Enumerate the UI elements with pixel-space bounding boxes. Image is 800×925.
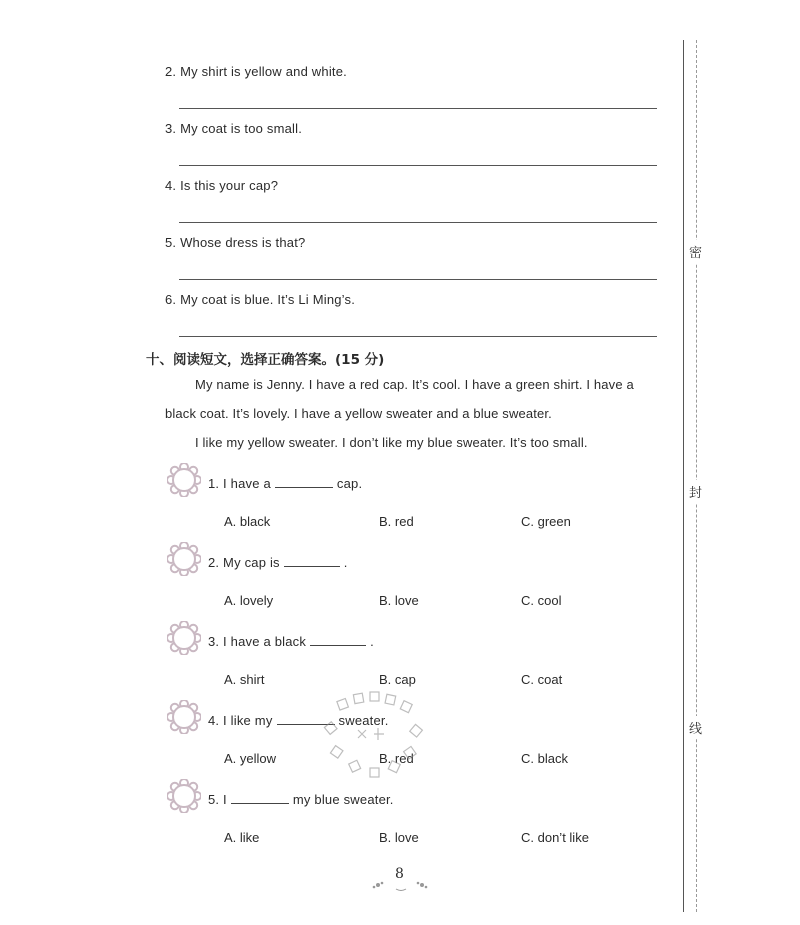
binding-line [683, 40, 684, 912]
answer-line[interactable] [179, 165, 657, 166]
question-number: 4. [165, 178, 177, 193]
binding-char-xian: 线 [689, 716, 702, 739]
watermark-stamp [318, 690, 430, 782]
page-number: 8 [395, 866, 404, 882]
mc-question-5 [208, 791, 394, 807]
answer-line[interactable] [179, 279, 657, 280]
reading-paragraph-line: My name is Jenny. I have a red cap. It’s cool. I have a green shirt. I have a [195, 377, 634, 392]
flower-icon [167, 542, 201, 576]
question-6 [165, 292, 355, 307]
option-c[interactable]: C. black [521, 751, 568, 766]
question-text: My coat is blue. It’s Li Ming’s. [180, 292, 356, 307]
mc-question-text: sweater. [338, 713, 389, 728]
mc-question-4 [208, 712, 389, 728]
answer-line[interactable] [179, 222, 657, 223]
answer-line[interactable] [179, 336, 657, 337]
mc-question-text: cap. [336, 476, 363, 491]
mc-question-text: 1. I have a [208, 476, 271, 491]
mc-question-text: 5. I [208, 792, 227, 807]
option-b[interactable]: B. red [379, 514, 414, 529]
mc-question-2 [208, 554, 348, 570]
question-number: 3. [165, 121, 177, 136]
option-a[interactable]: A. shirt [224, 672, 265, 687]
flower-icon [167, 621, 201, 655]
option-b[interactable]: B. love [379, 830, 419, 845]
option-c[interactable]: C. cool [521, 593, 562, 608]
answer-blank[interactable] [277, 712, 335, 725]
question-number: 5. [165, 235, 177, 250]
question-2 [165, 64, 347, 79]
reading-paragraph-line: I like my yellow sweater. I don’t like my blue sweater. It’s too small. [195, 435, 588, 450]
mc-question-text: my blue sweater. [292, 792, 394, 807]
option-a[interactable]: A. yellow [224, 751, 277, 766]
question-3 [165, 121, 302, 136]
option-a[interactable]: A. lovely [224, 593, 274, 608]
flower-icon [167, 700, 201, 734]
section-title: 十、阅读短文，选择正确答案。(15 分) [146, 352, 385, 368]
mc-question-3 [208, 633, 374, 649]
question-4 [165, 178, 278, 193]
binding-char-feng: 封 [689, 480, 702, 503]
question-text: My shirt is yellow and white. [180, 64, 347, 79]
question-text: Is this your cap? [180, 178, 279, 193]
option-c[interactable]: C. green [521, 514, 571, 529]
mc-question-text: 4. I like my [208, 713, 273, 728]
answer-line[interactable] [179, 108, 657, 109]
mc-question-text: 2. My cap is [208, 555, 280, 570]
reading-paragraph-line: black coat. It’s lovely. I have a yellow sweater and a blue sweater. [165, 406, 552, 421]
option-a[interactable]: A. black [224, 514, 271, 529]
flower-icon [167, 463, 201, 497]
answer-blank[interactable] [231, 791, 289, 804]
question-text: My coat is too small. [180, 121, 303, 136]
option-b[interactable]: B. red [379, 751, 414, 766]
option-c[interactable]: C. don’t like [521, 830, 589, 845]
option-b[interactable]: B. love [379, 593, 419, 608]
option-b[interactable]: B. cap [379, 672, 416, 687]
mc-question-text: . [343, 555, 348, 570]
answer-blank[interactable] [275, 475, 333, 488]
mc-question-text: . [370, 634, 374, 649]
option-a[interactable]: A. like [224, 830, 260, 845]
question-number: 6. [165, 292, 177, 307]
question-5 [165, 235, 305, 250]
mc-question-text: 3. I have a black [208, 634, 307, 649]
answer-blank[interactable] [310, 633, 366, 646]
flower-icon [167, 779, 201, 813]
binding-char-mi: 密 [689, 240, 702, 263]
question-number: 2. [165, 64, 177, 79]
mc-question-1 [208, 475, 362, 491]
binding-dashed-line [696, 40, 697, 912]
answer-blank[interactable] [284, 554, 340, 567]
option-c[interactable]: C. coat [521, 672, 563, 687]
question-text: Whose dress is that? [180, 235, 306, 250]
